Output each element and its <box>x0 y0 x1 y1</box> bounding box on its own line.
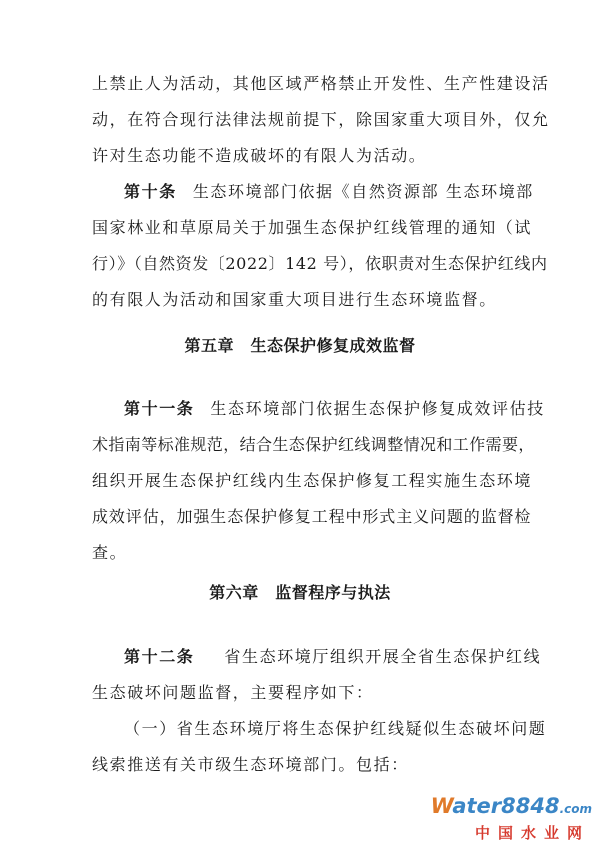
article-11-first-line <box>0 398 600 420</box>
article-10-first-line <box>0 181 600 203</box>
paragraph-line: 行）》（自然资发〔2022〕142 号），依职责对生态保护红线内 <box>92 254 548 273</box>
chapter-5-heading: 第五章 生态保护修复成效监督 <box>184 336 416 355</box>
paragraph-line: 许对生态功能不造成破坏的有限人为活动。 <box>92 146 427 165</box>
article-text: 省生态环境厅组织开展全省生态保护红线 <box>224 647 542 666</box>
article-text: 生态环境部门依据《自然资源部 生态环境部 <box>192 182 534 201</box>
watermark-cn-text: 中国水业网 <box>474 824 590 842</box>
paragraph-line: 查。 <box>92 543 128 562</box>
watermark-logo <box>430 794 592 844</box>
chapter-6-heading: 第六章 监督程序与执法 <box>209 583 391 602</box>
paragraph-line: 线索推送有关市级生态环境部门。包括： <box>92 755 409 774</box>
paragraph-line: 成效评估，加强生态保护修复工程中形式主义问题的监督检 <box>92 507 532 526</box>
article-12-first-line <box>0 646 600 668</box>
paragraph-line: 国家林业和草原局关于加强生态保护红线管理的通知（试 <box>92 218 533 237</box>
article-text: 生态环境部门依据生态保护修复成效评估技 <box>210 399 545 418</box>
watermark-brand: Water8848.com <box>430 794 592 818</box>
paragraph-line: 组织开展生态保护红线内生态保护修复工程实施生态环境 <box>92 471 533 490</box>
article-label: 第十条 <box>124 182 177 201</box>
article-label: 第十二条 <box>124 647 195 666</box>
paragraph-line: 生态破坏问题监督，主要程序如下： <box>92 683 374 702</box>
paragraph-line: 术指南等标准规范，结合生态保护红线调整情况和工作需要， <box>92 435 535 454</box>
paragraph-line: （一）省生态环境厅将生态保护红线疑似生态破坏问题 <box>124 719 547 738</box>
article-label: 第十一条 <box>124 399 195 418</box>
paragraph-line: 上禁止人为活动，其他区域严格禁止开发性、生产性建设活 <box>92 74 550 93</box>
paragraph-line: 动，在符合现行法律法规前提下，除国家重大项目外，仅允 <box>92 110 550 129</box>
paragraph-line: 的有限人为活动和国家重大项目进行生态环境监督。 <box>92 290 497 309</box>
